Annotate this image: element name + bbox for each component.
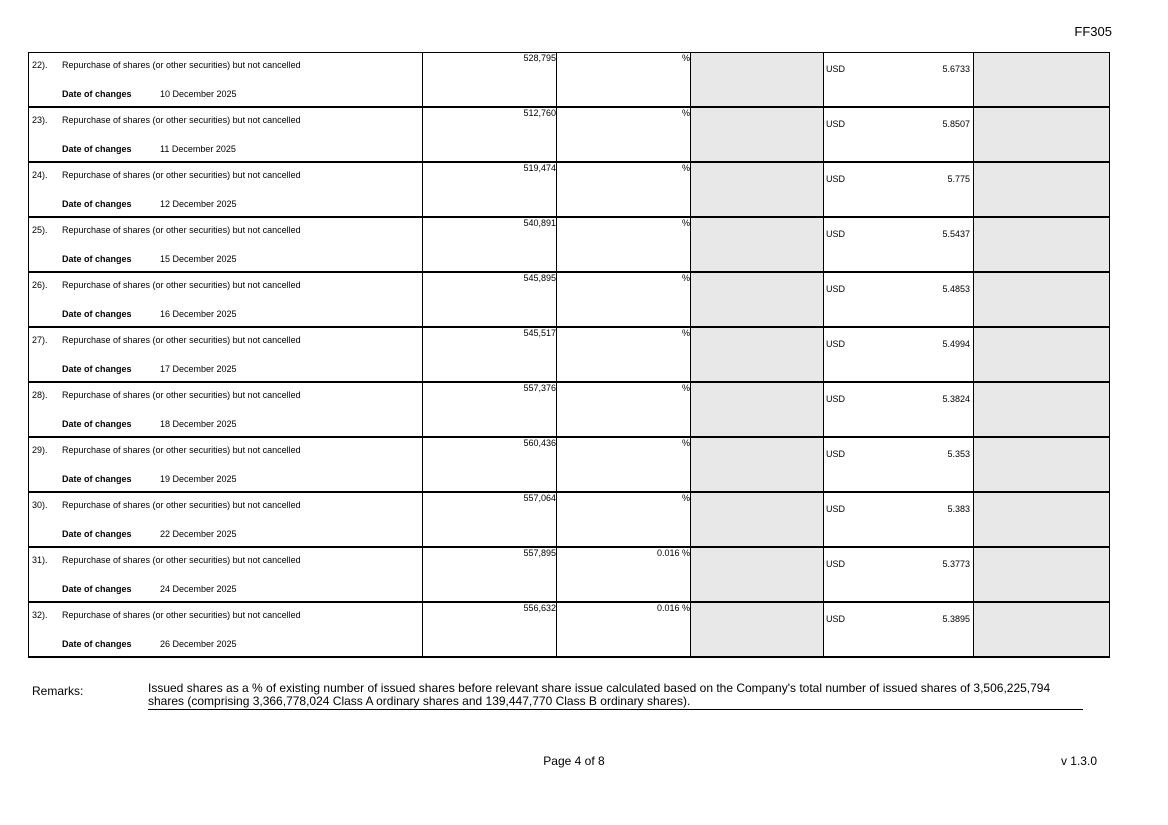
shaded-cell [974,602,1110,657]
date-of-changes-label: Date of changes [62,529,132,539]
shaded-cell [691,272,824,327]
number-of-shares: 557,895 [423,547,557,602]
number-of-shares: 557,064 [423,492,557,547]
date-of-changes-value: 22 December 2025 [160,529,237,539]
shaded-cell [691,327,824,382]
table-row [29,327,1110,382]
change-description-cell [29,327,423,382]
row-number: 24). [32,170,48,180]
price-cell [824,53,974,108]
shaded-cell [974,272,1110,327]
percentage-of-issued-shares: % [557,492,691,547]
date-of-changes-label: Date of changes [62,419,132,429]
number-of-shares: 560,436 [423,437,557,492]
table-row [29,492,1110,547]
shaded-cell [974,162,1110,217]
shaded-cell [974,327,1110,382]
currency: USD [826,614,846,624]
currency: USD [826,394,846,404]
price-cell [824,162,974,217]
shaded-cell [974,53,1110,108]
date-of-changes-label: Date of changes [62,254,132,264]
date-of-changes-label: Date of changes [62,474,132,484]
row-number: 29). [32,445,48,455]
row-number: 25). [32,225,48,235]
date-of-changes-value: 17 December 2025 [160,364,237,374]
date-of-changes-value: 12 December 2025 [160,199,237,209]
number-of-shares: 519,474 [423,162,557,217]
change-description: Repurchase of shares (or other securities) but not cancelled [62,280,301,290]
date-of-changes-value: 19 December 2025 [160,474,237,484]
shaded-cell [974,217,1110,272]
shaded-cell [974,382,1110,437]
remarks-text: Issued shares as a % of existing number of issued shares before relevant share issue calculated based on the Company's total number of issued shares of 3,506,225,794 shares (comprising 3,366,778,024 Class A ordinary shares and 139,447,770 Class B ordinary shares). [148,682,1083,710]
date-of-changes-label: Date of changes [62,144,132,154]
price-cell [824,492,974,547]
price-per-share: 5.8507 [942,119,970,129]
row-number: 32). [32,610,48,620]
price-per-share: 5.383 [947,504,970,514]
currency: USD [826,174,846,184]
price-per-share: 5.3824 [942,394,970,404]
price-cell [824,107,974,162]
shaded-cell [691,162,824,217]
table-row [29,53,1110,108]
shaded-cell [691,547,824,602]
row-number: 23). [32,115,48,125]
table-row [29,547,1110,602]
currency: USD [826,559,846,569]
change-description-cell [29,437,423,492]
currency: USD [826,339,846,349]
percentage-of-issued-shares: % [557,327,691,382]
price-cell [824,547,974,602]
price-cell [824,602,974,657]
date-of-changes-value: 10 December 2025 [160,89,237,99]
table-row [29,217,1110,272]
change-description-cell [29,547,423,602]
change-description: Repurchase of shares (or other securities) but not cancelled [62,225,301,235]
row-number: 31). [32,555,48,565]
row-number: 27). [32,335,48,345]
currency: USD [826,229,846,239]
change-description-cell [29,382,423,437]
percentage-of-issued-shares: % [557,272,691,327]
shaded-cell [691,53,824,108]
change-description: Repurchase of shares (or other securities) but not cancelled [62,555,301,565]
row-number: 22). [32,60,48,70]
number-of-shares: 540,891 [423,217,557,272]
date-of-changes-label: Date of changes [62,584,132,594]
change-description: Repurchase of shares (or other securities) but not cancelled [62,445,301,455]
currency: USD [826,449,846,459]
number-of-shares: 545,895 [423,272,557,327]
shaded-cell [974,492,1110,547]
percentage-of-issued-shares: 0.016 % [557,602,691,657]
date-of-changes-value: 16 December 2025 [160,309,237,319]
price-cell [824,437,974,492]
shaded-cell [691,382,824,437]
change-description: Repurchase of shares (or other securities) but not cancelled [62,170,301,180]
table-row [29,272,1110,327]
row-number: 30). [32,500,48,510]
percentage-of-issued-shares: % [557,217,691,272]
table-row [29,107,1110,162]
change-description-cell [29,217,423,272]
shaded-cell [974,547,1110,602]
change-description: Repurchase of shares (or other securities) but not cancelled [62,610,301,620]
table-row [29,162,1110,217]
price-per-share: 5.3895 [942,614,970,624]
price-cell [824,382,974,437]
form-code: FF305 [1074,24,1112,39]
change-description: Repurchase of shares (or other securities) but not cancelled [62,390,301,400]
date-of-changes-value: 15 December 2025 [160,254,237,264]
change-description-cell [29,53,423,108]
date-of-changes-value: 24 December 2025 [160,584,237,594]
number-of-shares: 512,760 [423,107,557,162]
share-changes-table [28,52,1110,658]
percentage-of-issued-shares: 0.016 % [557,547,691,602]
date-of-changes-label: Date of changes [62,199,132,209]
table-row [29,602,1110,657]
change-description: Repurchase of shares (or other securities) but not cancelled [62,335,301,345]
date-of-changes-value: 18 December 2025 [160,419,237,429]
percentage-of-issued-shares: % [557,107,691,162]
table-row [29,437,1110,492]
change-description: Repurchase of shares (or other securities) but not cancelled [62,115,301,125]
shaded-cell [691,107,824,162]
page-number: Page 4 of 8 [543,754,605,768]
date-of-changes-label: Date of changes [62,364,132,374]
price-per-share: 5.353 [947,449,970,459]
change-description: Repurchase of shares (or other securities) but not cancelled [62,500,301,510]
price-per-share: 5.3773 [942,559,970,569]
shaded-cell [691,602,824,657]
shaded-cell [974,107,1110,162]
price-per-share: 5.4994 [942,339,970,349]
currency: USD [826,119,846,129]
remarks-label: Remarks: [32,684,84,698]
row-number: 26). [32,280,48,290]
number-of-shares: 557,376 [423,382,557,437]
price-per-share: 5.5437 [942,229,970,239]
shaded-cell [691,492,824,547]
currency: USD [826,284,846,294]
currency: USD [826,64,846,74]
change-description: Repurchase of shares (or other securities) but not cancelled [62,60,301,70]
date-of-changes-value: 26 December 2025 [160,639,237,649]
percentage-of-issued-shares: % [557,53,691,108]
date-of-changes-label: Date of changes [62,639,132,649]
date-of-changes-label: Date of changes [62,89,132,99]
percentage-of-issued-shares: % [557,437,691,492]
shaded-cell [691,437,824,492]
change-description-cell [29,107,423,162]
price-per-share: 5.775 [947,174,970,184]
date-of-changes-label: Date of changes [62,309,132,319]
row-number: 28). [32,390,48,400]
change-description-cell [29,492,423,547]
percentage-of-issued-shares: % [557,162,691,217]
number-of-shares: 556,632 [423,602,557,657]
change-description-cell [29,162,423,217]
date-of-changes-value: 11 December 2025 [160,144,236,154]
price-cell [824,217,974,272]
shaded-cell [974,437,1110,492]
shaded-cell [691,217,824,272]
currency: USD [826,504,846,514]
change-description-cell [29,602,423,657]
price-per-share: 5.4853 [942,284,970,294]
number-of-shares: 528,795 [423,53,557,108]
percentage-of-issued-shares: % [557,382,691,437]
price-cell [824,272,974,327]
change-description-cell [29,272,423,327]
table-row [29,382,1110,437]
price-cell [824,327,974,382]
version-label: v 1.3.0 [1060,754,1097,768]
price-per-share: 5.6733 [942,64,970,74]
number-of-shares: 545,517 [423,327,557,382]
